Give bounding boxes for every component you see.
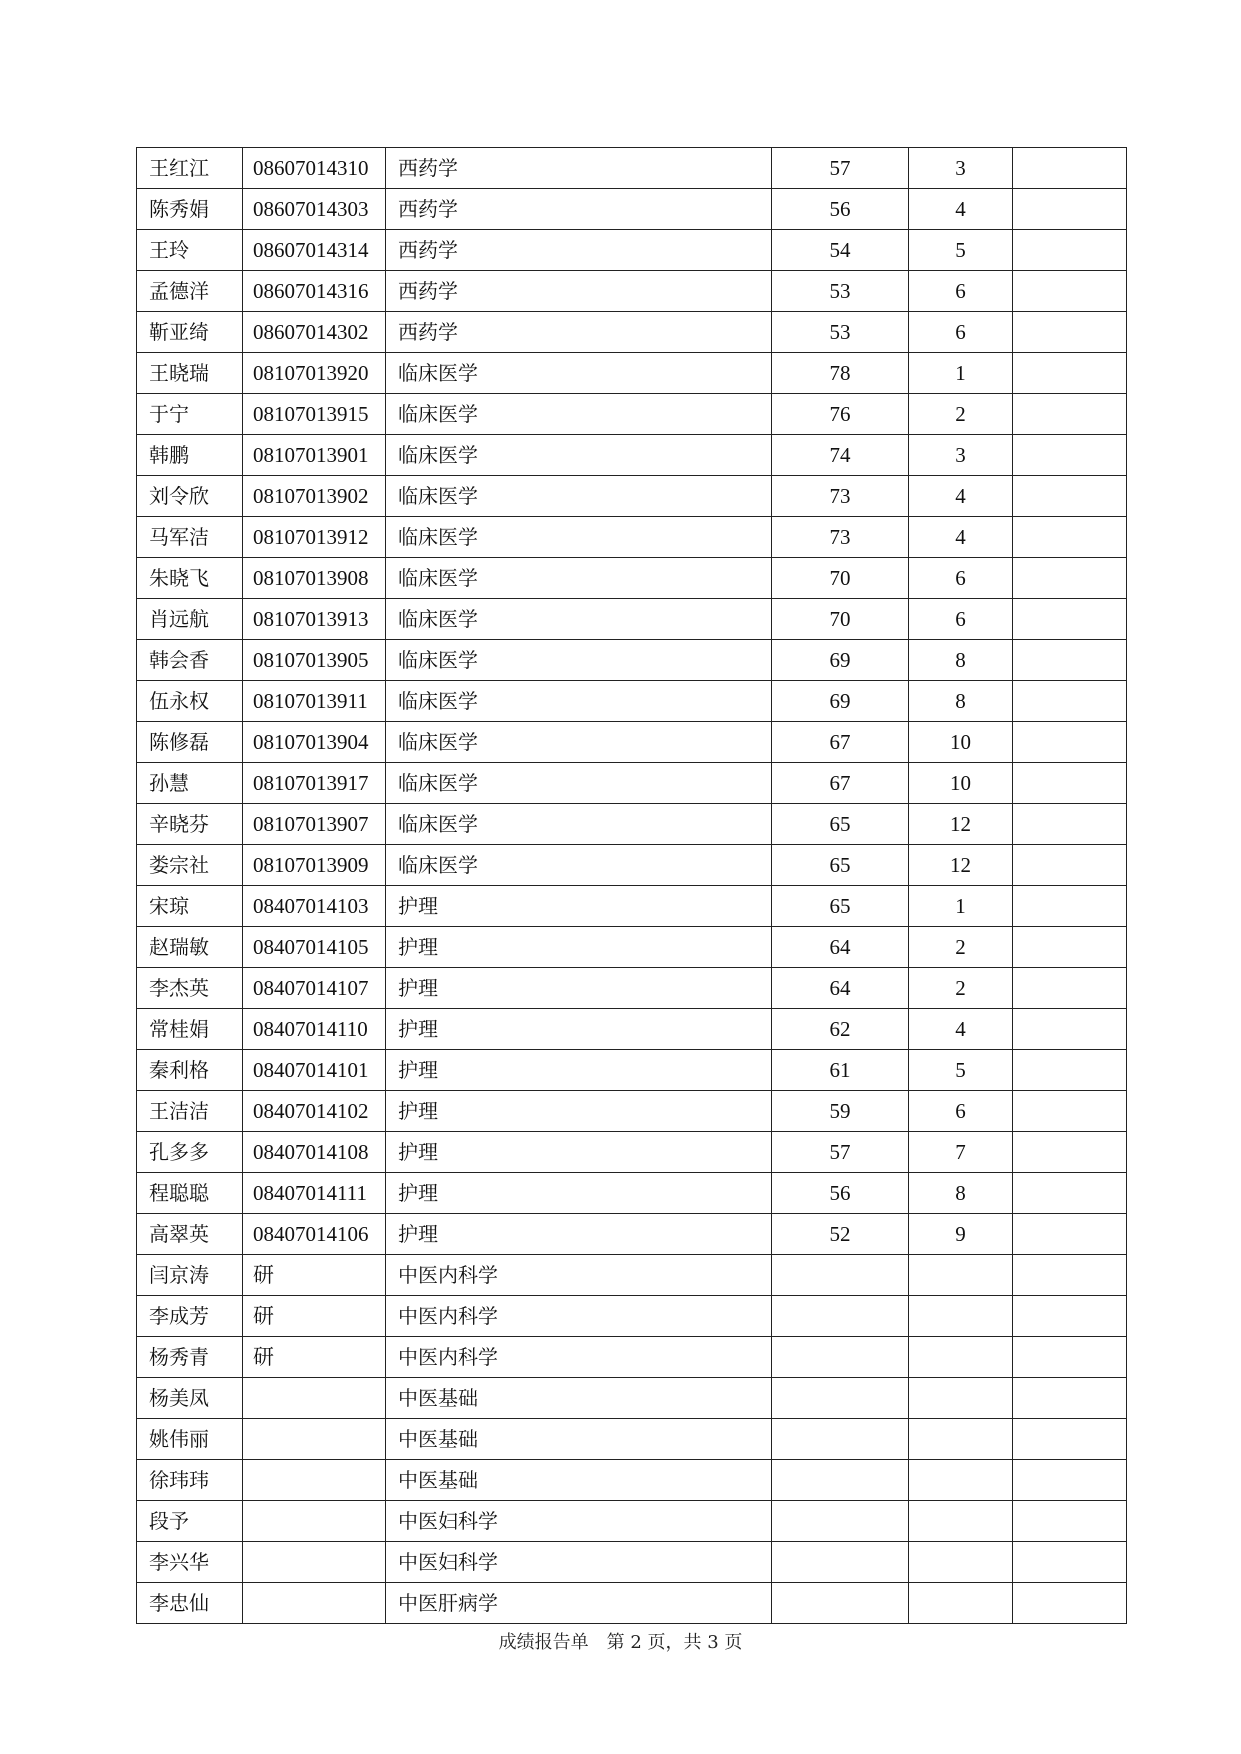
note-cell bbox=[1013, 1091, 1127, 1132]
rank-cell: 4 bbox=[909, 189, 1013, 230]
major-cell: 护理 bbox=[386, 927, 772, 968]
rank-cell: 8 bbox=[909, 681, 1013, 722]
score-cell: 67 bbox=[772, 722, 909, 763]
score-cell: 69 bbox=[772, 681, 909, 722]
score-cell: 64 bbox=[772, 968, 909, 1009]
table-row bbox=[137, 353, 1127, 394]
score-cell: 61 bbox=[772, 1050, 909, 1091]
major-cell: 临床医学 bbox=[386, 558, 772, 599]
score-cell: 65 bbox=[772, 845, 909, 886]
student-name-cell: 常桂娟 bbox=[137, 1009, 243, 1050]
score-cell: 69 bbox=[772, 640, 909, 681]
student-id-cell: 08107013901 bbox=[243, 435, 386, 476]
table-row bbox=[137, 1173, 1127, 1214]
note-cell bbox=[1013, 1378, 1127, 1419]
table-row bbox=[137, 394, 1127, 435]
note-cell bbox=[1013, 271, 1127, 312]
table-row bbox=[137, 230, 1127, 271]
table-row bbox=[137, 927, 1127, 968]
student-id-cell: 08107013904 bbox=[243, 722, 386, 763]
major-cell: 中医基础 bbox=[386, 1419, 772, 1460]
rank-cell: 10 bbox=[909, 722, 1013, 763]
major-cell: 护理 bbox=[386, 1173, 772, 1214]
note-cell bbox=[1013, 1255, 1127, 1296]
table-row bbox=[137, 1501, 1127, 1542]
note-cell bbox=[1013, 1009, 1127, 1050]
student-name-cell: 李兴华 bbox=[137, 1542, 243, 1583]
rank-cell bbox=[909, 1255, 1013, 1296]
major-cell: 临床医学 bbox=[386, 517, 772, 558]
major-cell: 中医肝病学 bbox=[386, 1583, 772, 1624]
student-id-cell: 08107013911 bbox=[243, 681, 386, 722]
student-id-cell: 研 bbox=[243, 1296, 386, 1337]
student-id-cell: 08407014106 bbox=[243, 1214, 386, 1255]
note-cell bbox=[1013, 804, 1127, 845]
note-cell bbox=[1013, 886, 1127, 927]
major-cell: 中医基础 bbox=[386, 1460, 772, 1501]
note-cell bbox=[1013, 722, 1127, 763]
table-row bbox=[137, 1091, 1127, 1132]
rank-cell: 10 bbox=[909, 763, 1013, 804]
student-name-cell: 孟德洋 bbox=[137, 271, 243, 312]
table-row bbox=[137, 599, 1127, 640]
rank-cell: 6 bbox=[909, 271, 1013, 312]
student-name-cell: 于宁 bbox=[137, 394, 243, 435]
student-id-cell: 08607014314 bbox=[243, 230, 386, 271]
table-row bbox=[137, 1214, 1127, 1255]
major-cell: 中医妇科学 bbox=[386, 1542, 772, 1583]
major-cell: 西药学 bbox=[386, 271, 772, 312]
score-cell: 73 bbox=[772, 476, 909, 517]
note-cell bbox=[1013, 435, 1127, 476]
note-cell bbox=[1013, 148, 1127, 189]
score-cell: 59 bbox=[772, 1091, 909, 1132]
student-name-cell: 韩会香 bbox=[137, 640, 243, 681]
table-row bbox=[137, 681, 1127, 722]
student-id-cell: 08107013907 bbox=[243, 804, 386, 845]
rank-cell bbox=[909, 1460, 1013, 1501]
rank-cell bbox=[909, 1419, 1013, 1460]
rank-cell: 9 bbox=[909, 1214, 1013, 1255]
table-row bbox=[137, 640, 1127, 681]
student-id-cell bbox=[243, 1378, 386, 1419]
major-cell: 临床医学 bbox=[386, 599, 772, 640]
major-cell: 西药学 bbox=[386, 312, 772, 353]
note-cell bbox=[1013, 763, 1127, 804]
student-id-cell: 08407014108 bbox=[243, 1132, 386, 1173]
student-name-cell: 王红江 bbox=[137, 148, 243, 189]
rank-cell: 8 bbox=[909, 1173, 1013, 1214]
major-cell: 临床医学 bbox=[386, 476, 772, 517]
major-cell: 护理 bbox=[386, 1132, 772, 1173]
score-cell: 57 bbox=[772, 148, 909, 189]
student-id-cell: 08607014310 bbox=[243, 148, 386, 189]
student-name-cell: 闫京涛 bbox=[137, 1255, 243, 1296]
table-row bbox=[137, 517, 1127, 558]
score-cell: 64 bbox=[772, 927, 909, 968]
note-cell bbox=[1013, 968, 1127, 1009]
rank-cell bbox=[909, 1337, 1013, 1378]
rank-cell: 2 bbox=[909, 394, 1013, 435]
major-cell: 临床医学 bbox=[386, 804, 772, 845]
student-name-cell: 靳亚绮 bbox=[137, 312, 243, 353]
student-name-cell: 肖远航 bbox=[137, 599, 243, 640]
table-row bbox=[137, 1009, 1127, 1050]
student-id-cell: 08107013915 bbox=[243, 394, 386, 435]
major-cell: 中医内科学 bbox=[386, 1337, 772, 1378]
table-row bbox=[137, 886, 1127, 927]
student-name-cell: 杨美凤 bbox=[137, 1378, 243, 1419]
table-row bbox=[137, 271, 1127, 312]
note-cell bbox=[1013, 1296, 1127, 1337]
student-id-cell: 08107013913 bbox=[243, 599, 386, 640]
table-row bbox=[137, 1460, 1127, 1501]
table-row bbox=[137, 1419, 1127, 1460]
student-name-cell: 王晓瑞 bbox=[137, 353, 243, 394]
rank-cell: 12 bbox=[909, 845, 1013, 886]
note-cell bbox=[1013, 1460, 1127, 1501]
score-cell bbox=[772, 1378, 909, 1419]
score-cell: 56 bbox=[772, 1173, 909, 1214]
rank-cell: 5 bbox=[909, 230, 1013, 271]
student-name-cell: 李忠仙 bbox=[137, 1583, 243, 1624]
note-cell bbox=[1013, 476, 1127, 517]
score-cell: 65 bbox=[772, 886, 909, 927]
student-id-cell: 08107013902 bbox=[243, 476, 386, 517]
table-row bbox=[137, 1132, 1127, 1173]
table-row bbox=[137, 1050, 1127, 1091]
page-footer: 成绩报告单 第 2 页，共 3 页 bbox=[498, 1632, 743, 1653]
student-id-cell: 08107013908 bbox=[243, 558, 386, 599]
major-cell: 临床医学 bbox=[386, 640, 772, 681]
student-name-cell: 孙慧 bbox=[137, 763, 243, 804]
table-row bbox=[137, 1378, 1127, 1419]
major-cell: 临床医学 bbox=[386, 435, 772, 476]
student-id-cell: 08407014110 bbox=[243, 1009, 386, 1050]
note-cell bbox=[1013, 640, 1127, 681]
note-cell bbox=[1013, 312, 1127, 353]
student-id-cell bbox=[243, 1419, 386, 1460]
table-row bbox=[137, 558, 1127, 599]
note-cell bbox=[1013, 230, 1127, 271]
major-cell: 西药学 bbox=[386, 230, 772, 271]
table-row bbox=[137, 1337, 1127, 1378]
note-cell bbox=[1013, 558, 1127, 599]
major-cell: 临床医学 bbox=[386, 763, 772, 804]
rank-cell: 4 bbox=[909, 517, 1013, 558]
rank-cell: 2 bbox=[909, 927, 1013, 968]
rank-cell: 6 bbox=[909, 1091, 1013, 1132]
student-id-cell: 研 bbox=[243, 1337, 386, 1378]
student-name-cell: 刘令欣 bbox=[137, 476, 243, 517]
rank-cell: 6 bbox=[909, 599, 1013, 640]
student-name-cell: 陈秀娟 bbox=[137, 189, 243, 230]
score-cell: 53 bbox=[772, 312, 909, 353]
table-row bbox=[137, 763, 1127, 804]
rank-cell bbox=[909, 1296, 1013, 1337]
student-name-cell: 马军洁 bbox=[137, 517, 243, 558]
rank-cell: 5 bbox=[909, 1050, 1013, 1091]
major-cell: 护理 bbox=[386, 1214, 772, 1255]
rank-cell bbox=[909, 1583, 1013, 1624]
major-cell: 护理 bbox=[386, 1009, 772, 1050]
note-cell bbox=[1013, 1132, 1127, 1173]
student-name-cell: 伍永权 bbox=[137, 681, 243, 722]
note-cell bbox=[1013, 845, 1127, 886]
major-cell: 护理 bbox=[386, 886, 772, 927]
major-cell: 中医内科学 bbox=[386, 1255, 772, 1296]
student-id-cell: 08607014302 bbox=[243, 312, 386, 353]
table-row bbox=[137, 845, 1127, 886]
major-cell: 西药学 bbox=[386, 148, 772, 189]
rank-cell: 6 bbox=[909, 312, 1013, 353]
student-name-cell: 王玲 bbox=[137, 230, 243, 271]
note-cell bbox=[1013, 1419, 1127, 1460]
note-cell bbox=[1013, 1173, 1127, 1214]
score-cell bbox=[772, 1255, 909, 1296]
major-cell: 临床医学 bbox=[386, 722, 772, 763]
note-cell bbox=[1013, 517, 1127, 558]
note-cell bbox=[1013, 1050, 1127, 1091]
rank-cell: 12 bbox=[909, 804, 1013, 845]
major-cell: 护理 bbox=[386, 1091, 772, 1132]
score-cell bbox=[772, 1542, 909, 1583]
major-cell: 临床医学 bbox=[386, 845, 772, 886]
note-cell bbox=[1013, 927, 1127, 968]
major-cell: 护理 bbox=[386, 968, 772, 1009]
table-row bbox=[137, 804, 1127, 845]
student-id-cell: 08107013909 bbox=[243, 845, 386, 886]
student-name-cell: 赵瑞敏 bbox=[137, 927, 243, 968]
score-cell: 70 bbox=[772, 599, 909, 640]
note-cell bbox=[1013, 189, 1127, 230]
score-cell bbox=[772, 1501, 909, 1542]
note-cell bbox=[1013, 1501, 1127, 1542]
table-row bbox=[137, 435, 1127, 476]
score-cell bbox=[772, 1337, 909, 1378]
score-cell bbox=[772, 1419, 909, 1460]
note-cell bbox=[1013, 681, 1127, 722]
note-cell bbox=[1013, 394, 1127, 435]
student-id-cell bbox=[243, 1542, 386, 1583]
rank-cell: 6 bbox=[909, 558, 1013, 599]
score-cell: 62 bbox=[772, 1009, 909, 1050]
table-row bbox=[137, 722, 1127, 763]
score-cell: 56 bbox=[772, 189, 909, 230]
major-cell: 临床医学 bbox=[386, 681, 772, 722]
student-name-cell: 朱晓飞 bbox=[137, 558, 243, 599]
student-id-cell bbox=[243, 1501, 386, 1542]
student-name-cell: 程聪聪 bbox=[137, 1173, 243, 1214]
major-cell: 中医内科学 bbox=[386, 1296, 772, 1337]
table-row bbox=[137, 476, 1127, 517]
major-cell: 护理 bbox=[386, 1050, 772, 1091]
score-cell: 53 bbox=[772, 271, 909, 312]
score-cell: 52 bbox=[772, 1214, 909, 1255]
score-cell: 54 bbox=[772, 230, 909, 271]
note-cell bbox=[1013, 1583, 1127, 1624]
grade-table bbox=[136, 147, 1127, 1624]
table-row bbox=[137, 189, 1127, 230]
note-cell bbox=[1013, 1337, 1127, 1378]
student-name-cell: 娄宗社 bbox=[137, 845, 243, 886]
student-id-cell bbox=[243, 1460, 386, 1501]
score-cell: 78 bbox=[772, 353, 909, 394]
note-cell bbox=[1013, 1542, 1127, 1583]
student-name-cell: 高翠英 bbox=[137, 1214, 243, 1255]
student-name-cell: 宋琼 bbox=[137, 886, 243, 927]
major-cell: 临床医学 bbox=[386, 394, 772, 435]
note-cell bbox=[1013, 353, 1127, 394]
student-id-cell: 08407014107 bbox=[243, 968, 386, 1009]
major-cell: 临床医学 bbox=[386, 353, 772, 394]
note-cell bbox=[1013, 1214, 1127, 1255]
student-name-cell: 李杰英 bbox=[137, 968, 243, 1009]
rank-cell: 3 bbox=[909, 148, 1013, 189]
rank-cell: 4 bbox=[909, 1009, 1013, 1050]
table-row bbox=[137, 1255, 1127, 1296]
table-row bbox=[137, 148, 1127, 189]
score-cell: 76 bbox=[772, 394, 909, 435]
rank-cell bbox=[909, 1378, 1013, 1419]
major-cell: 中医基础 bbox=[386, 1378, 772, 1419]
student-id-cell: 08407014105 bbox=[243, 927, 386, 968]
major-cell: 西药学 bbox=[386, 189, 772, 230]
score-cell: 70 bbox=[772, 558, 909, 599]
score-cell: 74 bbox=[772, 435, 909, 476]
rank-cell: 3 bbox=[909, 435, 1013, 476]
note-cell bbox=[1013, 599, 1127, 640]
student-name-cell: 姚伟丽 bbox=[137, 1419, 243, 1460]
student-id-cell: 08407014101 bbox=[243, 1050, 386, 1091]
major-cell: 中医妇科学 bbox=[386, 1501, 772, 1542]
score-cell: 65 bbox=[772, 804, 909, 845]
student-id-cell: 08407014102 bbox=[243, 1091, 386, 1132]
student-id-cell: 08607014303 bbox=[243, 189, 386, 230]
rank-cell bbox=[909, 1542, 1013, 1583]
student-name-cell: 段予 bbox=[137, 1501, 243, 1542]
rank-cell: 2 bbox=[909, 968, 1013, 1009]
student-id-cell: 08107013912 bbox=[243, 517, 386, 558]
student-id-cell bbox=[243, 1583, 386, 1624]
table-row bbox=[137, 1296, 1127, 1337]
rank-cell: 7 bbox=[909, 1132, 1013, 1173]
grade-report-sheet bbox=[136, 147, 1126, 1624]
score-cell: 57 bbox=[772, 1132, 909, 1173]
table-row bbox=[137, 312, 1127, 353]
student-name-cell: 徐玮玮 bbox=[137, 1460, 243, 1501]
student-id-cell: 08607014316 bbox=[243, 271, 386, 312]
student-name-cell: 孔多多 bbox=[137, 1132, 243, 1173]
score-cell bbox=[772, 1296, 909, 1337]
score-cell bbox=[772, 1583, 909, 1624]
rank-cell: 8 bbox=[909, 640, 1013, 681]
student-name-cell: 秦利格 bbox=[137, 1050, 243, 1091]
student-id-cell: 08407014103 bbox=[243, 886, 386, 927]
student-id-cell: 08107013920 bbox=[243, 353, 386, 394]
rank-cell: 4 bbox=[909, 476, 1013, 517]
student-name-cell: 陈修磊 bbox=[137, 722, 243, 763]
rank-cell: 1 bbox=[909, 886, 1013, 927]
student-name-cell: 辛晓芬 bbox=[137, 804, 243, 845]
score-cell: 73 bbox=[772, 517, 909, 558]
student-name-cell: 杨秀青 bbox=[137, 1337, 243, 1378]
grade-table-body bbox=[137, 148, 1127, 1624]
rank-cell bbox=[909, 1501, 1013, 1542]
student-id-cell: 08407014111 bbox=[243, 1173, 386, 1214]
table-row bbox=[137, 1542, 1127, 1583]
student-name-cell: 王洁洁 bbox=[137, 1091, 243, 1132]
score-cell bbox=[772, 1460, 909, 1501]
student-id-cell: 08107013917 bbox=[243, 763, 386, 804]
table-row bbox=[137, 1583, 1127, 1624]
student-id-cell: 08107013905 bbox=[243, 640, 386, 681]
student-name-cell: 李成芳 bbox=[137, 1296, 243, 1337]
table-row bbox=[137, 968, 1127, 1009]
rank-cell: 1 bbox=[909, 353, 1013, 394]
score-cell: 67 bbox=[772, 763, 909, 804]
student-id-cell: 研 bbox=[243, 1255, 386, 1296]
student-name-cell: 韩鹏 bbox=[137, 435, 243, 476]
